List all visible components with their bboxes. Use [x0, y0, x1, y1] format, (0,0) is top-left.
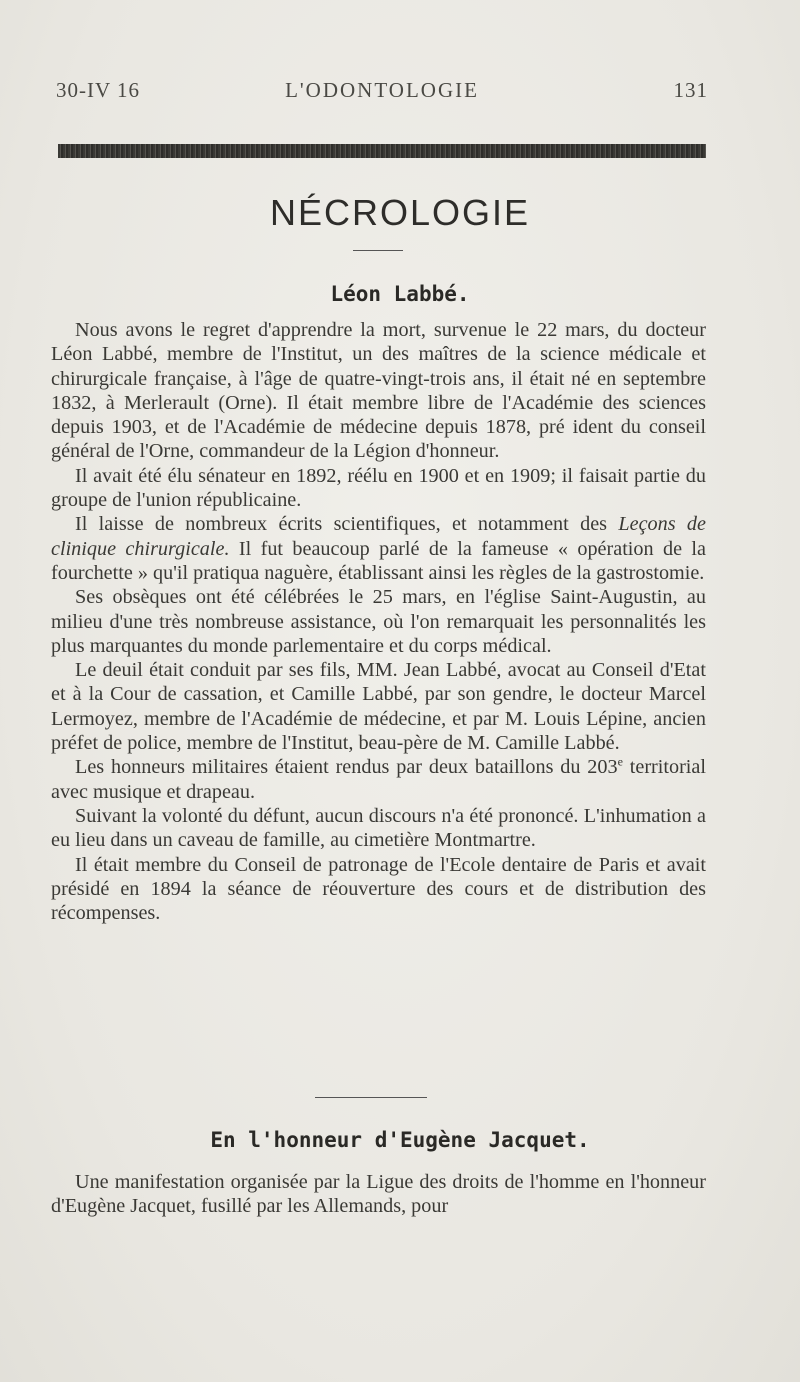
obituary-body	[51, 318, 706, 925]
divider-rule	[315, 1097, 427, 1098]
tribute-heading: En l'honneur d'Eugène Jacquet.	[210, 1128, 590, 1152]
paragraph	[51, 755, 706, 804]
paragraph-text: Il laisse de nombreux écrits scientifiques, et notamment des	[75, 513, 619, 536]
paragraph: Il avait été élu sénateur en 1892, réélu en 1900 et en 1909; il faisait partie du groupe de l'union républicaine.	[51, 464, 706, 512]
paragraph: Le deuil était conduit par ses fils, MM. Jean Labbé, avocat au Conseil d'Etat et à la Cour de cassation, et Camille Labbé, par son gendre, le docteur Marcel Lermoyez, membre de l'Académie de médecine, et par M. Louis Lépine, ancien préfet de police, membre de l'Institut, beau-père de M. Camille Labbé.	[51, 659, 706, 755]
decorative-band	[58, 144, 706, 158]
paragraph: Ses obsèques ont été célébrées le 25 mars, en l'église Saint-Augustin, au milieu d'une très nombreuse assistance, où l'on remarquait les personnalités les plus marquantes du monde parlementaire et du corps médical.	[51, 586, 706, 657]
paragraph: Nous avons le regret d'apprendre la mort, survenue le 22 mars, du docteur Léon Labbé, membre de l'Institut, un des maîtres de la science médicale et chirurgicale française, à l'âge de quatre-vingt-trois ans, il était né en septembre 1832, à Merlerault (Orne). Il était membre libre de l'Académie des sciences depuis 1903, et de l'Académie de médecine depuis 1878, pré ident du conseil général de l'Orne, commandeur de la Légion d'honneur.	[51, 319, 706, 463]
book-title: Leçons de clinique chirurgicale.	[51, 513, 706, 560]
section-title: NÉCROLOGIE	[269, 192, 531, 233]
header-date: 30-IV 16	[56, 78, 141, 102]
running-header	[56, 78, 708, 108]
paragraph-text: territorial avec musique et drapeau.	[51, 756, 706, 803]
journal-title: L'ODONTOLOGIE	[285, 78, 479, 102]
tribute-body	[51, 1170, 706, 1219]
paragraph: Une manifestation organisée par la Ligue des droits de l'homme en l'honneur d'Eugène Jacquet, fusillé par les Allemands, pour	[51, 1171, 706, 1218]
paragraph	[51, 512, 706, 585]
paragraph: Il était membre du Conseil de patronage de l'Ecole dentaire de Paris et avait présidé en 1894 la séance de réouverture des cours et de distribution des récompenses.	[51, 853, 706, 925]
paragraph-text: Les honneurs militaires étaient rendus par deux bataillons du 203	[75, 756, 618, 779]
page-number: 131	[673, 78, 708, 102]
divider-rule	[353, 250, 403, 251]
paragraph-text: Il fut beaucoup parlé de la fameuse « opération de la fourchette » qu'il pratiqua naguère, établissant ainsi les règles de la gastrostomie.	[51, 537, 706, 584]
superscript: e	[617, 754, 623, 769]
paragraph: Suivant la volonté du défunt, aucun discours n'a été prononcé. L'inhumation a eu lieu dans un caveau de famille, au cimetière Montmartre.	[51, 804, 706, 852]
obituary-heading: Léon Labbé.	[330, 282, 470, 306]
